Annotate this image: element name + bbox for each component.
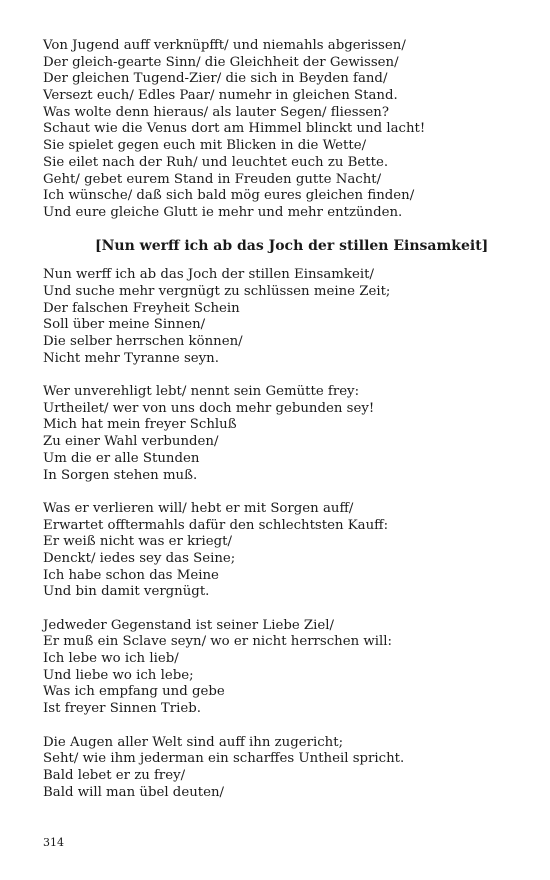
verse-line: Die Augen aller Welt sind auff ihn zugericht; xyxy=(43,734,344,750)
page-body xyxy=(43,38,513,818)
page-number: 314 xyxy=(43,836,64,849)
verse-line: Ich lebe wo ich lieb/ xyxy=(43,651,179,667)
verse-line: Zu einer Wahl verbunden/ xyxy=(43,434,219,450)
verse-line: Ich habe schon das Meine xyxy=(43,567,219,583)
verse-line: Um die er alle Stunden xyxy=(43,450,200,466)
verse-line: Sie eilet nach der Ruh/ und leuchtet euch zu Bette. xyxy=(43,154,389,170)
verse-line: Bald lebet er zu frey/ xyxy=(43,767,186,783)
poem-title: [Nun werff ich ab das Joch der stillen Einsamkeit] xyxy=(95,238,489,255)
verse-line: Von Jugend auff verknüpfft/ und niemahls abgerissen/ xyxy=(43,38,406,53)
stanza-4 xyxy=(43,618,513,718)
verse-line: Versezt euch/ Edles Paar/ numehr in gleichen Stand. xyxy=(43,88,398,104)
verse-line: Und bin damit vergnügt. xyxy=(43,584,210,600)
verse-line: Ich wünsche/ daß sich bald mög eures gleichen finden/ xyxy=(43,188,415,204)
verse-line: Nun werff ich ab das Joch der stillen Einsamkeit/ xyxy=(43,267,374,283)
verse-line: Erwartet offtermahls dafür den schlechtsten Kauff: xyxy=(43,517,389,533)
stanza-5 xyxy=(43,735,513,802)
verse-line: Und eure gleiche Glutt ie mehr und mehr entzünden. xyxy=(43,204,403,220)
verse-line: Geht/ gebet eurem Stand in Freuden gutte Nacht/ xyxy=(43,171,382,187)
stanza-1 xyxy=(43,267,513,367)
verse-line: Seht/ wie ihm jederman ein scharffes Untheil spricht. xyxy=(43,751,405,767)
stanza-3 xyxy=(43,501,513,601)
verse-line: Mich hat mein freyer Schluß xyxy=(43,417,237,433)
verse-line: Urtheilet/ wer von uns doch mehr gebunden sey! xyxy=(43,400,375,416)
verse-line: Und liebe wo ich lebe; xyxy=(43,667,194,683)
verse-line: Was er verlieren will/ hebt er mit Sorgen auff/ xyxy=(43,500,354,516)
verse-line: Wer unverehligt lebt/ nennt sein Gemütte frey: xyxy=(43,384,360,400)
verse-line: Und suche mehr vergnügt zu schlüssen meine Zeit; xyxy=(43,283,391,299)
verse-line: Der falschen Freyheit Schein xyxy=(43,300,240,316)
verse-line: Der gleichen Tugend-Zier/ die sich in Beyden fand/ xyxy=(43,71,388,87)
verse-line: Denckt/ iedes sey das Seine; xyxy=(43,550,236,566)
stanza-2 xyxy=(43,384,513,484)
verse-line: Er weiß nicht was er kriegt/ xyxy=(43,534,232,550)
verse-line: Was ich empfang und gebe xyxy=(43,684,225,700)
intro-stanza xyxy=(43,38,513,222)
verse-line: Ist freyer Sinnen Trieb. xyxy=(43,701,201,717)
verse-line: Sie spielet gegen euch mit Blicken in die Wette/ xyxy=(43,138,367,154)
verse-line: Jedweder Gegenstand ist seiner Liebe Ziel/ xyxy=(43,617,335,633)
verse-line: Bald will man übel deuten/ xyxy=(43,784,225,800)
verse-line: Nicht mehr Tyranne seyn. xyxy=(43,350,219,366)
verse-line: Soll über meine Sinnen/ xyxy=(43,317,206,333)
verse-line: Was wolte denn hieraus/ als lauter Segen/ fliessen? xyxy=(43,104,389,120)
verse-line: Er muß ein Sclave seyn/ wo er nicht herrschen will: xyxy=(43,634,393,650)
verse-line: Die selber herrschen können/ xyxy=(43,334,243,349)
verse-line: Schaut wie die Venus dort am Himmel blinckt und lacht! xyxy=(43,121,426,137)
verse-line: In Sorgen stehen muß. xyxy=(43,467,198,483)
verse-line: Der gleich-gearte Sinn/ die Gleichheit der Gewissen/ xyxy=(43,54,399,70)
